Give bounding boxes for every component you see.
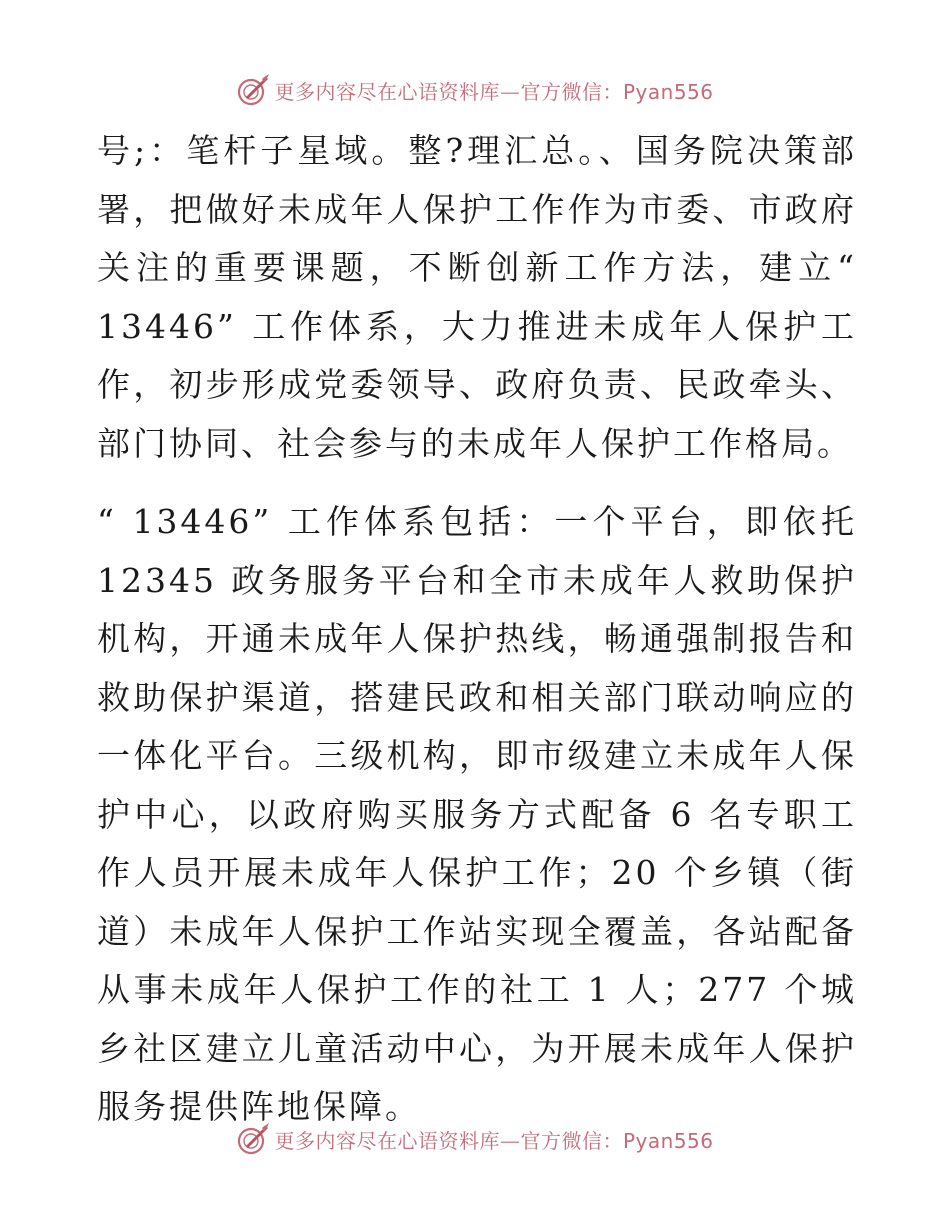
paragraph-1: 号;：笔杆子星域。整?理汇总。、国务院决策部署，把做好未成年人保护工作作为市委、市政府关注的重要课题，不断创新工作方法，建立“ 13446” 工作体系，大力推进未成年人保护工作，初步形成党委领导、政府负责、民政牵头、部门协同、社会参与的未成年人保护工作格局。 — [97, 131, 857, 463]
paragraph-2: “ 13446” 工作体系包括：一个平台，即依托 12345 政务服务平台和全市未成年人救助保护机构，开通未成年人保护热线，畅通强制报告和救助保护渠道，搭建民政和相关部门联动响应的一体化平台。三级机构，即市级建立未成年人保护中心，以政府购买服务方式配备 6 名专职工作人员开展未成年人保护工作；20 个乡镇（街道）未成年人保护工作站实现全覆盖，各站配备从事未成年人保护工作的社工 1 人；277 个城乡社区建立儿童活动中心，为开展未成年人保护服务提供阵地保障。 — [97, 502, 857, 1126]
watermark-text: 更多内容尽在心语资料库—官方微信：Pyan556 — [274, 1128, 714, 1153]
watermark-banner-bottom — [0, 1119, 950, 1159]
quill-seal-icon — [236, 73, 270, 107]
quill-seal-icon — [236, 1122, 270, 1156]
watermark-text: 更多内容尽在心语资料库—官方微信：Pyan556 — [274, 79, 714, 104]
document-body — [97, 122, 857, 1137]
watermark-banner-top — [0, 70, 950, 110]
